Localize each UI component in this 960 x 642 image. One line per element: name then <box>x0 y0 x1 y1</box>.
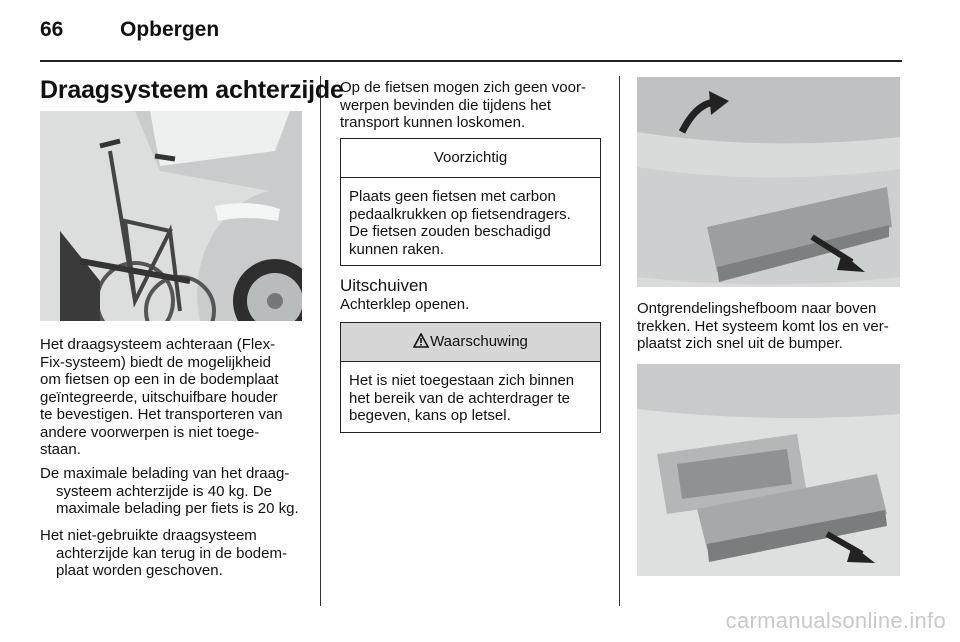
section-title: Opbergen <box>120 18 220 41</box>
release-caption <box>637 300 907 353</box>
text-line: Fix-systeem) biedt de mogelijkheid <box>40 353 271 371</box>
warning-heading-label: Waarschuwing <box>430 333 528 350</box>
text-line: systeem achterzijde is 40 kg. De <box>56 482 272 500</box>
text-line: Het draagsysteem achteraan (Flex- <box>40 336 276 353</box>
text-line: het bereik van de achterdrager te <box>349 389 570 407</box>
text-line: trekken. Het systeem komt los en ver- <box>637 317 889 335</box>
text-line: begeven, kans op letsel. <box>349 407 511 424</box>
text-line: plaatst zich snel uit de bumper. <box>637 335 843 352</box>
text-line: pedaalkrukken op fietsendragers. <box>349 205 571 223</box>
text-line: Plaats geen fietsen met carbon <box>349 188 556 205</box>
watermark: carmanualsonline.info <box>725 608 946 633</box>
text-line: maximale belading per fiets is 20 kg. <box>56 500 299 517</box>
text-line: te bevestigen. Het transporteren van <box>40 406 283 423</box>
page-number: 66 <box>40 18 64 41</box>
text-line: staan. <box>40 441 81 458</box>
text-line: kunnen raken. <box>349 240 445 258</box>
subheading-uitschuiven: Uitschuiven <box>340 276 428 295</box>
page-title: Draagsysteem achterzijde <box>40 76 344 104</box>
intro-paragraph <box>40 336 312 459</box>
storage-paragraph <box>40 527 312 580</box>
column-divider-right <box>619 76 620 606</box>
caution-heading: Voorzichtig <box>341 139 600 178</box>
warning-box <box>340 322 601 433</box>
text-line: andere voorwerpen is niet toege- <box>40 423 260 441</box>
warning-heading <box>341 323 600 362</box>
text-line: Ontgrendelingshefboom naar boven <box>637 300 877 317</box>
text-line: geïntegreerde, uitschuifbare houder <box>40 388 278 406</box>
text-line: Op de fietsen mogen zich geen voor- <box>340 79 586 96</box>
text-line: om fietsen op een in de bodemplaat <box>40 371 279 388</box>
warning-triangle-icon <box>413 333 429 348</box>
load-paragraph <box>40 465 312 518</box>
release-lever-illustration <box>637 77 900 287</box>
header-divider <box>40 60 902 62</box>
text-line: Het niet-gebruikte draagsysteem <box>40 527 257 544</box>
caution-body <box>341 178 600 266</box>
column-divider-left <box>320 76 321 606</box>
loose-objects-paragraph <box>340 79 610 132</box>
open-tailgate-text: Achterklep openen. <box>340 296 470 313</box>
text-line: De maximale belading van het draag- <box>40 465 290 482</box>
caution-box <box>340 138 601 266</box>
carrier-extended-illustration <box>637 364 900 576</box>
text-line: Het is niet toegestaan zich binnen <box>349 372 575 389</box>
text-line: achterzijde kan terug in de bodem- <box>56 544 287 562</box>
text-line: transport kunnen loskomen. <box>340 114 526 131</box>
text-line: werpen bevinden die tijdens het <box>340 96 551 114</box>
warning-body <box>341 362 600 433</box>
bike-carrier-illustration <box>40 111 302 321</box>
text-line: plaat worden geschoven. <box>56 562 223 579</box>
text-line: De fietsen zouden beschadigd <box>349 223 551 240</box>
